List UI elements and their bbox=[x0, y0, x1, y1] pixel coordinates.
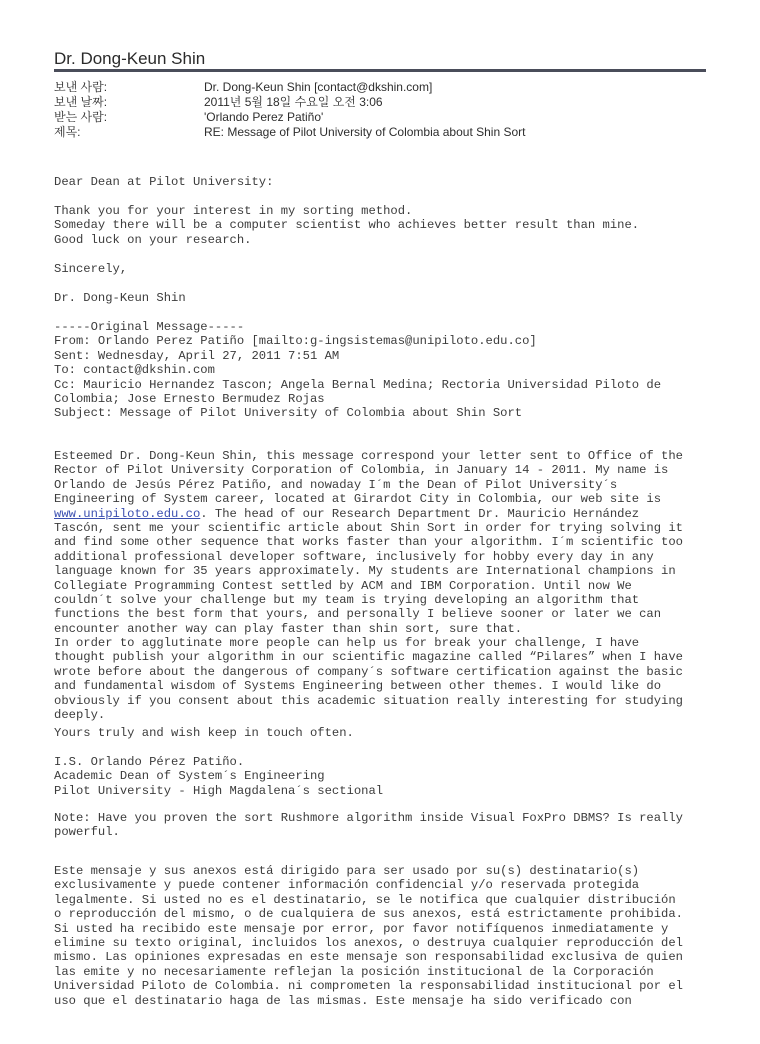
disclaimer-line: Universidad Piloto de Colombia. ni comprometen la responsabilidad institucional por el bbox=[54, 979, 683, 994]
body-line: wrote before about the dangerous of company´s software certification against the basic bbox=[54, 664, 683, 679]
orig-cc: Cc: Mauricio Hernandez Tascon; Angela Bernal Medina; Rectoria Universidad Piloto de bbox=[54, 377, 662, 392]
body-line: obviously if you consent about this academic situation really interesting for studying bbox=[54, 693, 683, 708]
signature-line: I.S. Orlando Pérez Patiño. bbox=[54, 755, 245, 769]
signature-line: Pilot University - High Magdalena´s sectional bbox=[54, 783, 384, 798]
body-line: Esteemed Dr. Dong-Keun Shin, this message correspond your letter sent to Office of the bbox=[54, 449, 683, 463]
disclaimer-line: o reproducción del mismo, o de cualquiera de sus anexos, está estrictamente prohibida. bbox=[54, 907, 683, 922]
to-label: 받는 사람: bbox=[54, 110, 108, 124]
orig-cc: Colombia; Jose Ernesto Bermudez Rojas bbox=[54, 391, 325, 406]
body-line: language known for 35 years approximately. My students are International champions in bbox=[54, 564, 676, 579]
from-label: 보낸 사람: bbox=[54, 80, 108, 94]
reply-closing: Sincerely, bbox=[54, 262, 128, 276]
body-line: thought publish your algorithm in our scientific magazine called “Pilares” when I have bbox=[54, 650, 683, 665]
subject-label: 제목: bbox=[54, 125, 81, 139]
disclaimer bbox=[54, 864, 683, 1008]
signature-line: Academic Dean of System´s Engineering bbox=[54, 769, 325, 784]
note bbox=[54, 811, 683, 840]
disclaimer-line: exclusivamente y puede contener información confidencial y/o reservada protegida bbox=[54, 878, 640, 893]
to-value: 'Orlando Perez Patiño' bbox=[204, 110, 324, 124]
body-line: In order to agglutinate more people can help us for break your challenge, I have bbox=[54, 636, 640, 651]
body-line: additional professional developer software, inclusively for hobby every day in any bbox=[54, 549, 654, 564]
title-divider bbox=[54, 69, 706, 72]
body-line: functions the best form that yours, and personally I believe sooner or later we can bbox=[54, 607, 662, 622]
disclaimer-line: uso que el destinatario haga de las mismas. Este mensaje ha sido verificado con bbox=[54, 993, 632, 1008]
original-closing: Yours truly and wish keep in touch often. bbox=[54, 726, 354, 740]
orig-sent: Sent: Wednesday, April 27, 2011 7:51 AM bbox=[54, 348, 340, 363]
body-line: couldn´t solve your challenge but my team is trying developing an algorithm that bbox=[54, 592, 640, 607]
original-signature bbox=[54, 755, 383, 798]
body-line bbox=[54, 507, 683, 521]
date-value: 2011년 5월 18일 수요일 오전 3:06 bbox=[204, 95, 383, 109]
disclaimer-line: Si usted ha recibido este mensaje por error, por favor notifíquenos inmediatamente y bbox=[54, 921, 669, 936]
body-line: Tascón, sent me your scientific article about Shin Sort in order for trying solving it bbox=[54, 520, 683, 535]
note-line: Note: Have you proven the sort Rushmore algorithm inside Visual FoxPro DBMS? Is really bbox=[54, 811, 683, 825]
separator: -----Original Message----- bbox=[54, 320, 245, 334]
body-line: Someday there will be a computer scientist who achieves better result than mine. bbox=[54, 218, 640, 233]
disclaimer-line: legalmente. Si usted no es el destinatario, se le notifica que cualquier distribución bbox=[54, 892, 676, 907]
orig-from: From: Orlando Perez Patiño [mailto:g-ingsistemas@unipiloto.edu.co] bbox=[54, 334, 537, 349]
header-to bbox=[54, 110, 525, 125]
reply-body bbox=[54, 204, 639, 247]
email-header bbox=[54, 80, 525, 140]
document-title: Dr. Dong-Keun Shin bbox=[54, 49, 206, 68]
header-subject bbox=[54, 125, 525, 140]
subject-value: RE: Message of Pilot University of Colombia about Shin Sort bbox=[204, 125, 526, 139]
body-line: Rector of Pilot University Corporation of Colombia, in January 14 - 2011. My name is bbox=[54, 463, 669, 478]
reply-greeting: Dear Dean at Pilot University: bbox=[54, 175, 274, 189]
body-line: Thank you for your interest in my sorting method. bbox=[54, 204, 413, 218]
body-line: Engineering of System career, located at Girardot City in Colombia, our web site is bbox=[54, 492, 662, 507]
disclaimer-line: las emite y no necesariamente reflejan la posición institucional de la Corporación bbox=[54, 964, 654, 979]
reply-signature: Dr. Dong-Keun Shin bbox=[54, 291, 186, 305]
website-link[interactable]: www.unipiloto.edu.co bbox=[54, 506, 201, 521]
date-label: 보낸 날짜: bbox=[54, 95, 108, 109]
disclaimer-line: Este mensaje y sus anexos está dirigido para ser usado por su(s) destinatario(s) bbox=[54, 864, 640, 878]
header-date bbox=[54, 95, 525, 110]
orig-to: To: contact@dkshin.com bbox=[54, 363, 215, 378]
body-line: and find some other sequence that works faster than your algorithm. I´m scientific too bbox=[54, 535, 683, 550]
orig-subject: Subject: Message of Pilot University of Colombia about Shin Sort bbox=[54, 406, 523, 421]
body-line: Good luck on your research. bbox=[54, 232, 252, 247]
disclaimer-line: mismo. Las opiniones expresadas en este mensaje son responsabilidad exclusiva de quien bbox=[54, 950, 683, 965]
body-line: Orlando de Jesús Pérez Patiño, and nowaday I´m the Dean of Pilot University´s bbox=[54, 477, 618, 492]
disclaimer-line: elimine su texto original, incluidos los anexos, o destruya cualquier reproducción del bbox=[54, 935, 683, 950]
from-value: Dr. Dong-Keun Shin [contact@dkshin.com] bbox=[204, 80, 433, 94]
note-line: powerful. bbox=[54, 825, 120, 840]
original-message-header bbox=[54, 320, 661, 421]
original-body bbox=[54, 449, 683, 722]
body-line: and fundamental wisdom of Systems Engineering between other themes. I would like do bbox=[54, 679, 662, 694]
body-line: Collegiate Programming Contest settled by ACM and IBM Corporation. Until now We bbox=[54, 578, 632, 593]
header-from bbox=[54, 80, 525, 95]
link-line-rest: . The head of our Research Department Dr. Mauricio Hernández bbox=[200, 506, 640, 521]
body-line: deeply. bbox=[54, 708, 106, 723]
body-line: encounter another way can play faster than shin sort, sure that. bbox=[54, 621, 523, 636]
